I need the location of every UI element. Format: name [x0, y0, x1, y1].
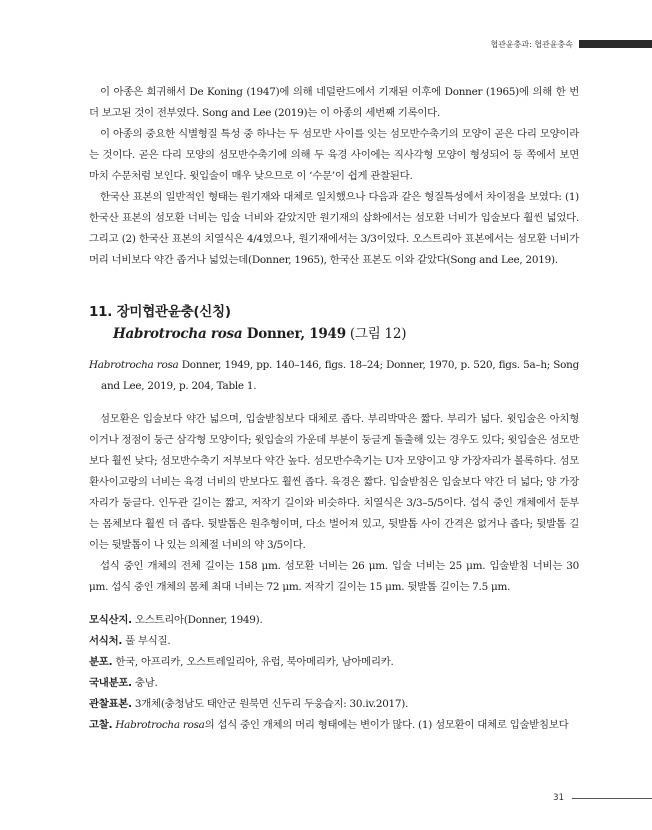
- domestic-distribution: 국내분포. 충남.: [89, 677, 158, 689]
- remarks: 고찰. Habrotrocha rosa의 섭식 중인 개체의 머리 형태에는 변이가 많다. (1) 섬모환이 대체로 입술받침보다: [89, 719, 569, 731]
- intro-paragraph-3: 한국산 표본의 일반적인 형태는 원기재와 대체로 일치했으나 다음과 같은 형질특성에서 차이점을 보였다: (1) 한국산 표본의 섬모환 너비는 입술 너비와 같았지만 원기재의 삽화에서는 섬모환 너비가 입술보다 훨씬 넓었다. 그리고 (2) 한국산 표본의 치열식은 4/4였으나, 원기재에서는 3/3이었다. 오스트리아 표본에서는 섬모환 너비가 머리 너비보다 약간 좁거나 넓었는데(Donner, 1965), 한국산 표본도 이와 같았다(Song and Lee, 2019).: [89, 191, 579, 266]
- references-species: Habrotrocha rosa: [89, 359, 179, 371]
- page-body: [89, 82, 579, 736]
- figure-reference: (그림 12): [345, 326, 407, 342]
- references-text: Donner, 1949, pp. 140–146, figs. 18–24; Donner, 1970, p. 520, figs. 5a–h; Song and Lee, 2019, p. 204, Table 1.: [101, 359, 579, 392]
- distribution: 분포. 한국, 아프리카, 오스트레일리아, 유럽, 북아메리카, 남아메리카.: [89, 656, 394, 668]
- type-locality: 모식산지. 오스트리아(Donner, 1949).: [89, 614, 263, 626]
- page-footer: [553, 793, 652, 803]
- species-heading: [89, 323, 579, 345]
- description-paragraph-2: 섭식 중인 개체의 전체 길이는 158 μm. 섬모환 너비는 26 μm. 입술 너비는 25 μm. 입술받침 너비는 30 μm. 섭식 중인 개체의 몸체 최대 너비는 72 μm. 저작기 길이는 15 μm. 뒷발톱 길이는 7.5 μm.: [89, 560, 579, 593]
- header-bar: [579, 40, 652, 48]
- species-authority: Donner, 1949: [242, 326, 346, 342]
- intro-paragraph-1: 이 아종은 희귀해서 De Koning (1947)에 의해 네덜란드에서 기재된 이후에 Donner (1965)에 의해 한 번 더 보고된 것이 전부였다. Song and Lee (2019)는 이 아종의 세번째 기록이다.: [89, 86, 579, 119]
- section-title: 11. 장미협관윤충(신칭): [89, 304, 231, 320]
- running-title: 협관윤충과: 협관윤충속: [490, 39, 573, 49]
- references: [89, 355, 579, 397]
- intro-paragraph-2: 이 아종의 중요한 식별형질 특성 중 하나는 두 섬모반 사이를 잇는 섬모반수축기의 모양이 곧은 다리 모양이라는 것이다. 곧은 다리 모양의 섬모반수축기에 의해 두 육경 사이에는 직사각형 모양이 형성되어 등 쪽에서 보면 마치 수문처럼 보인다. 윗입술이 매우 낮으므로 이 ‘수문’이 쉽게 관찰된다.: [89, 128, 579, 182]
- description-paragraph-1: 섬모환은 입술보다 약간 넓으며, 입술받침보다 대체로 좁다. 부리박막은 짧다. 부리가 넓다. 윗입술은 아치형이거나 정점이 둥근 삼각형 모양이다; 윗입술의 가운데 부분이 둥글게 돌출해 있는 경우도 있다; 윗입술은 섬모반보다 훨씬 낮다; 섬모반수축기 저부보다 약간 높다. 섬모반수축기는 U자 모양이고 양 가장자리가 볼록하다. 섬모환사이고랑의 너비는 육경 너비의 반보다도 훨씬 좁다. 육경은 짧다. 입술받침은 입술보다 약간 더 넓다; 양 가장자리가 둥글다. 인두관 길이는 짧고, 저작기 길이와 비슷하다. 치열식은 3/3–5/5이다. 섭식 중인 개체에서 둔부는 몸체보다 훨씬 더 좁다. 뒷발톱은 원추형이며, 다소 벌어져 있고, 뒷발톱 사이 간격은 없거나 좁다; 뒷발톱 길이는 뒷발톱이 나 있는 의체절 너비의 약 3/5이다.: [89, 413, 579, 551]
- habitat: 서식처. 풀 부식질.: [89, 635, 171, 647]
- species-name: Habrotrocha rosa: [113, 326, 243, 342]
- info-block: [89, 610, 579, 736]
- footer-rule: [572, 798, 652, 799]
- running-header: [490, 38, 652, 50]
- examined-specimens: 관찰표본. 3개체(충청남도 태안군 원북면 신두리 두웅습지: 30.iv.2017).: [89, 698, 409, 710]
- page-number: 31: [553, 793, 564, 803]
